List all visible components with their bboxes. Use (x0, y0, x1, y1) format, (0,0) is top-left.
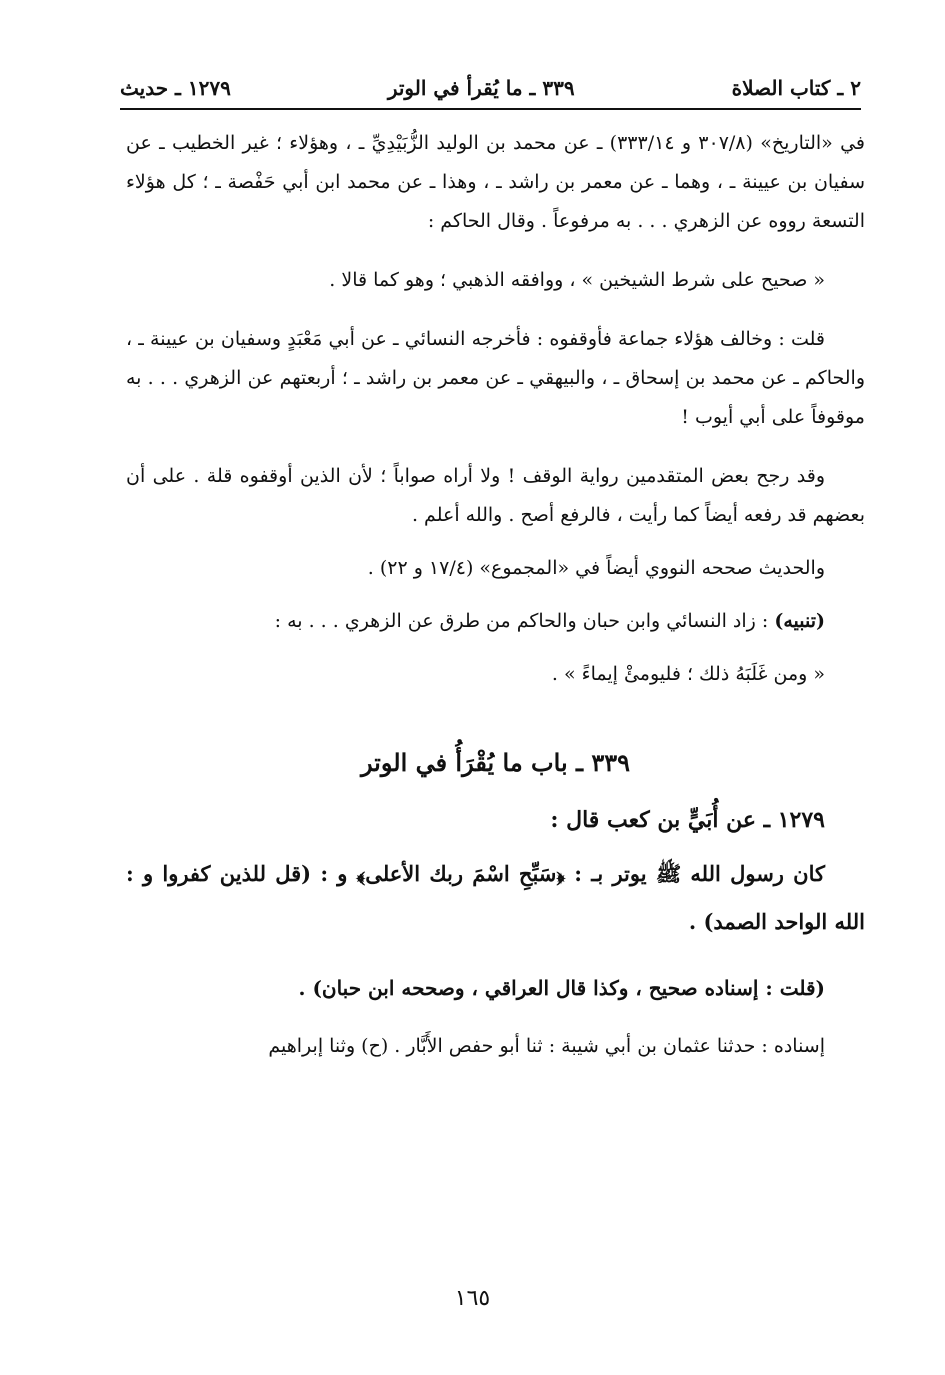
hadith-isnad: إسناده : حدثنا عثمان بن أبي شيبة : ثنا أبو حفص الأَبَّار . (ح) وثنا إبراهيم (268, 1035, 825, 1057)
note-paragraph (126, 602, 865, 641)
commentary-paragraph-2: « صحيح على شرط الشيخين » ، ووافقه الذهبي ؛ وهو كما قالا . (329, 269, 825, 291)
page-number: ١٦٥ (454, 1286, 491, 1311)
hadith-header: ١٢٧٩ ـ عن أُبَيٍّ بن كعب قال : (550, 807, 825, 833)
commentary-paragraph-4: وقد رجح بعض المتقدمين رواية الوقف ! ولا أراه صواباً ؛ لأن الذين أوقفوه قلة . على أن بعضهم قد رفعه أيضاً كما رأيت ، فالرفع أصح . والله أعلم . (126, 465, 865, 526)
hadith-text: كان رسول الله ﷺ يوتر بـ : ﴿سَبِّحِ اسْمَ ربك الأعلى﴾ و : (قل للذين كفروا و : الله الواحد الصمد) . (126, 861, 865, 934)
hadith-verdict: (قلت : إسناده صحيح ، وكذا قال العراقي ، وصححه ابن حبان) . (298, 976, 825, 1000)
header-hadith-range: ١٢٧٩ ـ حديث (120, 76, 231, 100)
commentary-paragraph-3: قلت : وخالف هؤلاء جماعة فأوقفوه : فأخرجه النسائي ـ عن أبي مَعْبَدٍ وسفيان بن عيينة ـ ، والحاكم ـ عن محمد بن إسحاق ـ ، والبيهقي ـ عن معمر بن راشد ـ ؛ أربعتهم عن الزهري . . . به موقوفاً على أبي أيوب ! (126, 328, 865, 428)
body-text (126, 124, 865, 1066)
header-rule (120, 108, 861, 110)
header-section: ٣٣٩ ـ ما يُقرأ في الوتر (387, 76, 575, 100)
header-chapter: ٢ ـ كتاب الصلاة (731, 76, 861, 100)
commentary-paragraph-7: « ومن غَلَبَهُ ذلك ؛ فليومئْ إيماءً » . (551, 663, 825, 685)
commentary-paragraph-1: في «التاريخ» (٣٠٧/٨ و ٣٣٣/١٤) ـ عن محمد بن الوليد الزُّبَيْدِيِّ ـ ، وهؤلاء ؛ غير الخطيب ـ عن سفيان بن عيينة ـ ، وهما ـ عن معمر بن راشد ـ ، وهذا ـ عن محمد ابن أبي حَفْصة ـ ؛ كل هؤلاء التسعة رووه عن الزهري . . . به مرفوعاً . وقال الحاكم : (126, 132, 865, 232)
section-title: ٣٣٩ ـ باب ما يُقْرَأُ في الوتر (360, 748, 631, 777)
commentary-paragraph-5: والحديث صححه النووي أيضاً في «المجموع» (١٧/٤ و ٢٢) . (367, 557, 825, 579)
running-header (120, 68, 861, 102)
note-label: (تنبيه) (774, 610, 825, 632)
note-text: : زاد النسائي وابن حبان والحاكم من طرق عن الزهري . . . به : (274, 610, 769, 632)
